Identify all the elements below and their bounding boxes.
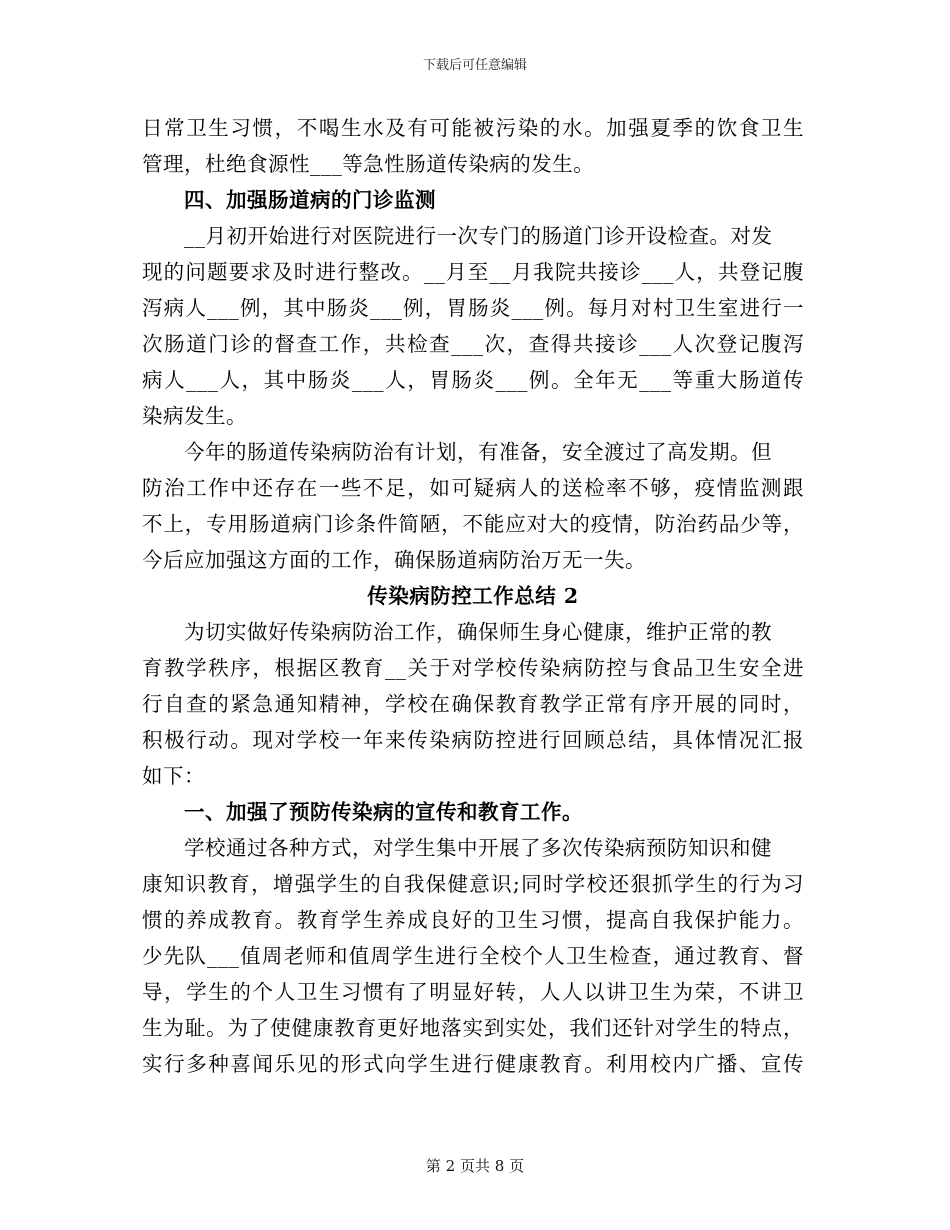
text-line: __月初开始进行对医院进行一次专门的肠道门诊开设检查。对发: [184, 224, 773, 248]
text-line: 实行多种喜闻乐见的形式向学生进行健康教育。利用校内广播、宣传: [142, 1052, 804, 1076]
document-title: 传染病防控工作总结 2: [367, 584, 579, 608]
text-line: 次肠道门诊的督查工作，共检查___次，查得共接诊___人次登记腹泻: [142, 332, 804, 356]
text-line: 积极行动。现对学校一年来传染病防控进行回顾总结，具体情况汇报: [142, 728, 804, 752]
page-header: 下载后可任意编辑: [422, 58, 527, 73]
text-line: 康知识教育，增强学生的自我保健意识;同时学校还狠抓学生的行为习: [142, 872, 804, 896]
text-line: 管理，杜绝食源性___等急性肠道传染病的发生。: [142, 152, 595, 176]
text-line: 日常卫生习惯，不喝生水及有可能被污染的水。加强夏季的饮食卫生: [142, 116, 804, 140]
text-line: 行自查的紧急通知精神，学校在确保教育教学正常有序开展的同时，: [142, 692, 804, 716]
text-line: 导，学生的个人卫生习惯有了明显好转，人人以讲卫生为荣，不讲卫: [142, 980, 804, 1004]
text-line: 少先队___值周老师和值周学生进行全校个人卫生检查，通过教育、督: [142, 944, 804, 968]
text-line: 生为耻。为了使健康教育更好地落实到实处，我们还针对学生的特点，: [142, 1016, 804, 1040]
text-line: 防治工作中还存在一些不足，如可疑病人的送检率不够，疫情监测跟: [142, 476, 804, 500]
text-line: 染病发生。: [142, 404, 247, 428]
text-line: 学校通过各种方式，对学生集中开展了多次传染病预防知识和健: [184, 836, 772, 860]
text-line: 如下：: [142, 764, 205, 788]
page-footer: 第 2 页共 8 页: [425, 1157, 525, 1175]
text-line: 泻病人___例，其中肠炎___例，胃肠炎___例。每月对村卫生室进行一: [142, 296, 804, 320]
text-line: 为切实做好传染病防治工作，确保师生身心健康，维护正常的教: [184, 620, 772, 644]
text-line: 惯的养成教育。教育学生养成良好的卫生习惯，提高自我保护能力。: [142, 908, 804, 932]
text-line: 今年的肠道传染病防治有计划，有准备，安全渡过了高发期。但: [184, 440, 772, 464]
section-heading: 一、加强了预防传染病的宣传和教育工作。: [184, 800, 583, 824]
text-line: 育教学秩序，根据区教育__关于对学校传染病防控与食品卫生安全进: [142, 656, 804, 680]
text-line: 今后应加强这方面的工作，确保肠道病防治万无一失。: [142, 548, 646, 572]
text-line: 现的问题要求及时进行整改。__月至__月我院共接诊___人，共登记腹: [142, 260, 804, 284]
text-line: 不上，专用肠道病门诊条件简陋，不能应对大的疫情，防治药品少等，: [142, 512, 804, 536]
text-line: 病人___人，其中肠炎___人，胃肠炎___例。全年无___等重大肠道传: [142, 368, 804, 392]
document-body: [142, 110, 804, 1082]
section-heading: 四、加强肠道病的门诊监测: [184, 188, 436, 212]
